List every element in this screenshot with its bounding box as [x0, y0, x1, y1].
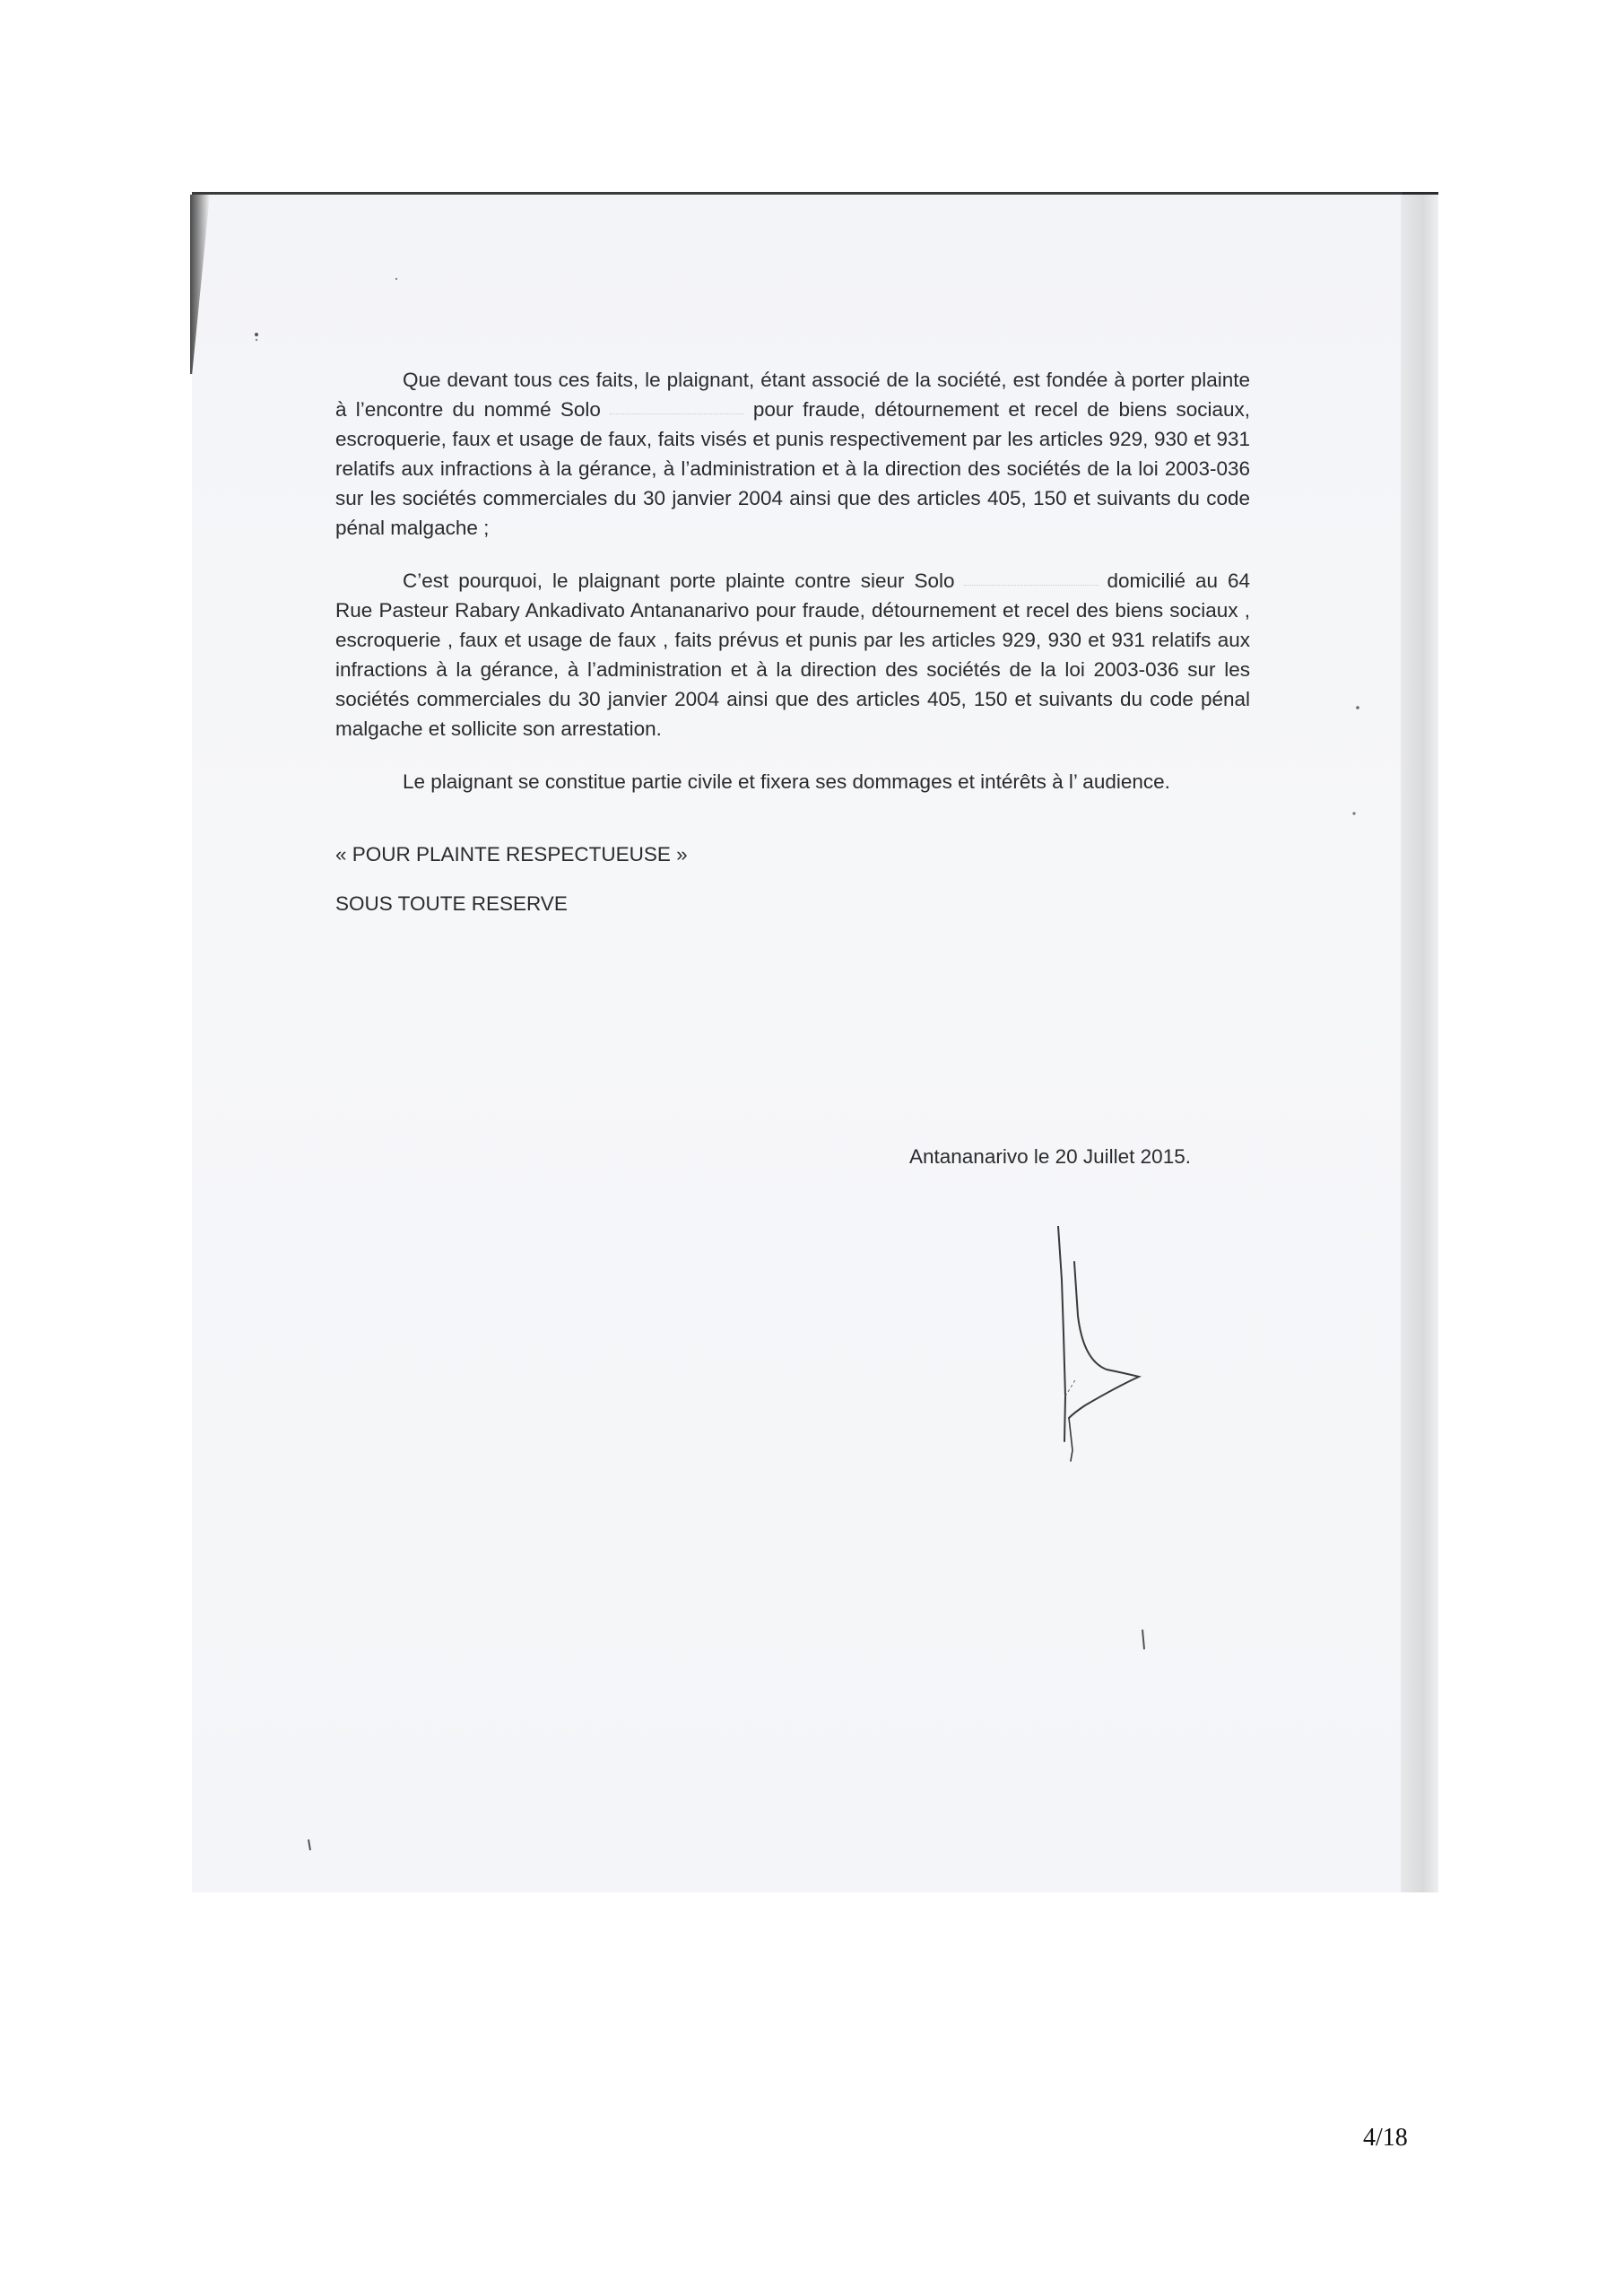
paragraph-facts	[335, 365, 1250, 543]
paragraph-civil-party: Le plaignant se constitue partie civile et fixera ses dommages et intérêts à l’ audience.	[403, 770, 1170, 793]
handwritten-signature	[1053, 1226, 1178, 1468]
paragraph-facts-text-cont: pour fraude, détournement et recel de biens sociaux, escroquerie, faux et usage de faux, faits visés et punis respectivement par les articles 929, 930 et 931 relatifs aux infractions à la gérance, à l’administration et à la direction des sociétés de la loi 2003-036 sur les sociétés commerciales du 30 janvier 2004 ainsi que des articles 405, 150 et suivants du code pénal malgache ;	[335, 398, 1250, 539]
redacted-name	[964, 579, 1099, 586]
paragraph-facts-text: Que devant tous ces faits, le plaignant, étant associé de la société, est fondée à porter plainte à l’encontre du nommé Solo	[335, 369, 1250, 421]
scan-edge-shadow	[1403, 192, 1438, 204]
place-and-date: Antananarivo le 20 Juillet 2015.	[909, 1145, 1191, 1168]
redacted-name	[610, 408, 744, 414]
closing-formula: « POUR PLAINTE RESPECTUEUSE »	[335, 843, 688, 865]
page-number: 4/18	[1363, 2124, 1408, 2152]
paragraph-complaint	[335, 566, 1250, 744]
paragraph-complaint-text-cont: domicilié au 64 Rue Pasteur Rabary Ankadivato Antananarivo pour fraude, détournement et recel des biens sociaux , escroquerie , faux et usage de faux , faits prévus et punis par les articles 929, 930 et 931 relatifs aux infractions à la gérance, à l’administration et à la direction des sociétés de la loi 2003-036 sur les sociétés commerciales du 30 janvier 2004 ainsi que des articles 405, 150 et suivants du code pénal malgache et sollicite son arrestation.	[335, 570, 1250, 740]
reservation-line: SOUS TOUTE RESERVE	[335, 892, 568, 915]
scanned-page	[192, 192, 1438, 1892]
paragraph-complaint-text: C’est pourquoi, le plaignant porte plainte contre sieur Solo	[403, 570, 955, 592]
complaint-body	[335, 365, 1250, 918]
